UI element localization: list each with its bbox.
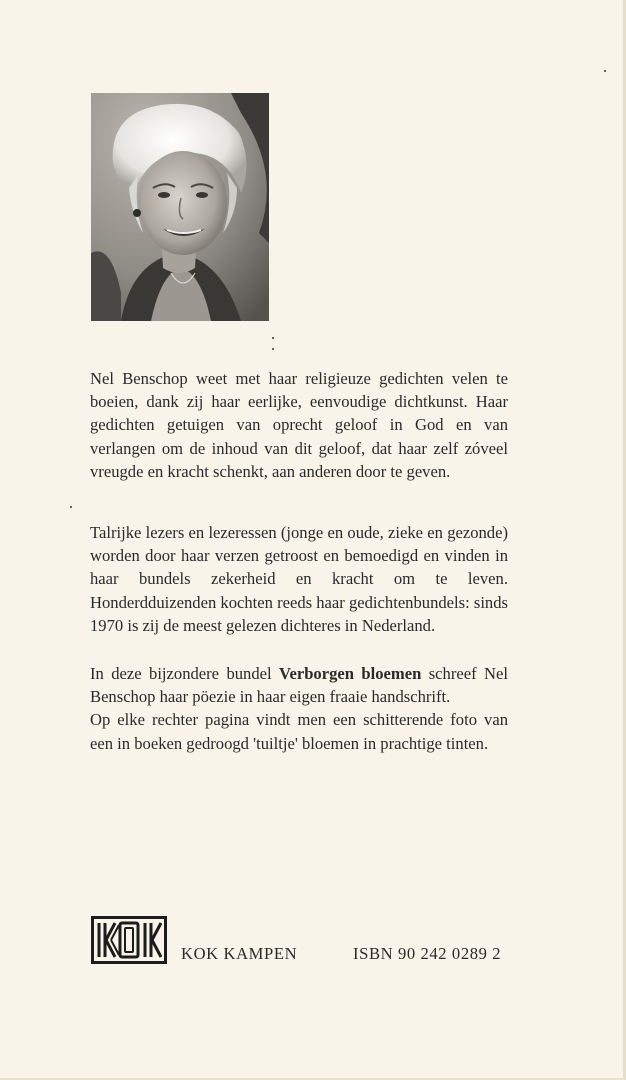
blurb-text-3 — [90, 662, 508, 708]
blurb-paragraph-1 — [90, 367, 508, 483]
print-speck — [272, 348, 274, 350]
blurb-text-3-intro: In deze bijzondere bundel — [90, 664, 280, 683]
print-speck — [604, 70, 606, 72]
blurb-text-1: Nel Benschop weet met haar religieuze gedichten velen te boeien, dank zij haar eerlijke, eenvoudige dichtkunst. Haar gedichten getuigen van oprecht geloof in God en van verlangen om de inhoud van dit geloof, dat haar zelf zóveel vreugde en kracht schenkt, aan anderen door te geven. — [90, 369, 508, 481]
author-photo — [91, 93, 269, 321]
publisher-name: KOK KAMPEN — [181, 944, 298, 963]
print-speck — [272, 337, 274, 339]
portrait-illustration — [91, 93, 269, 321]
blurb-paragraph-3 — [90, 662, 508, 755]
blurb-text-4: Op elke rechter pagina vindt men een schitterende foto van een in boeken gedroogd 'tuiltje' bloemen in prachtige tinten. — [90, 710, 508, 753]
blurb-text-2: Talrijke lezers en lezeressen (jonge en oude, zieke en gezonde) worden door haar verzen getroost en bemoedigd en vinden in haar bundels zekerheid en kracht om te leven. Honderdduizenden kochten reeds haar gedichtenbundels: sinds 1970 is zij de meest gelezen dichteres in Nederland. — [90, 523, 508, 635]
blurb-paragraph-2 — [90, 521, 508, 637]
kok-publisher-logo — [91, 916, 167, 964]
isbn-number: ISBN 90 242 0289 2 — [353, 944, 502, 963]
print-speck — [70, 506, 72, 508]
blurb-text-3-rest: schreef Nel Benschop haar pöezie in haar eigen fraaie handschrift. — [90, 664, 508, 707]
book-title: Verborgen bloemen — [279, 664, 422, 683]
